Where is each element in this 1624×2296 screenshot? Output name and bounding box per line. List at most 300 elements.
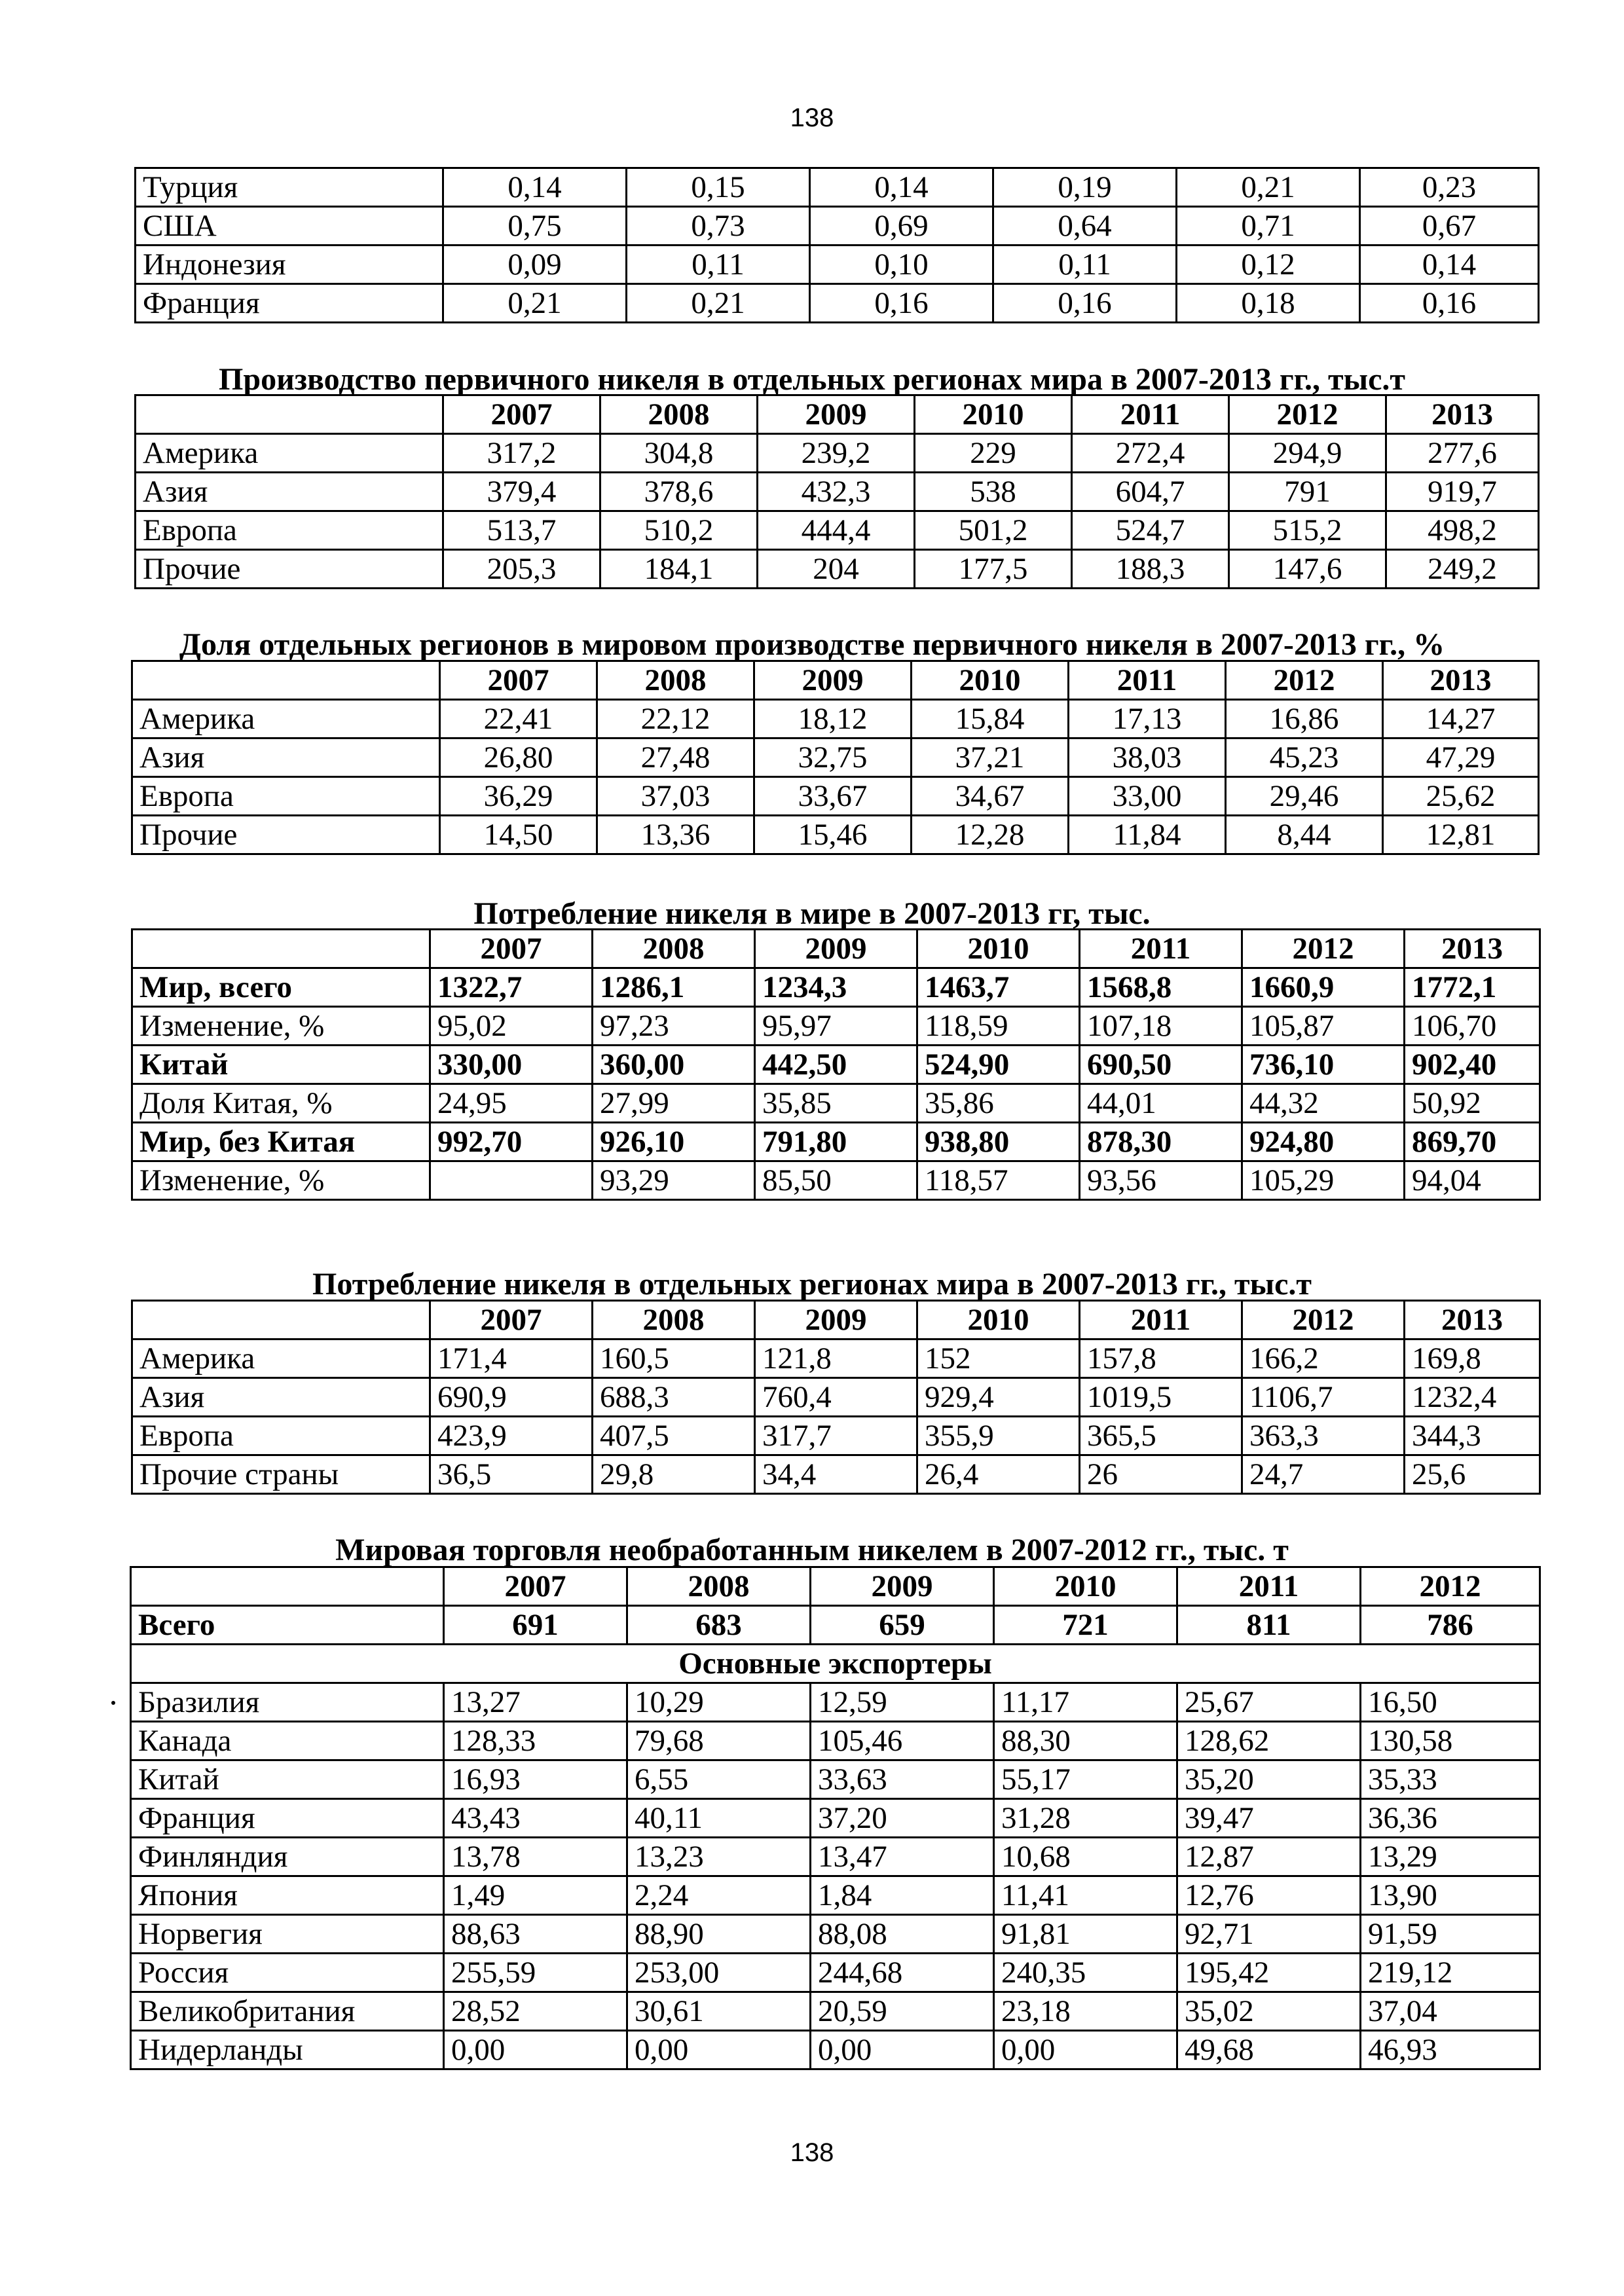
value-cell: 27,48 xyxy=(597,738,754,777)
header-corner-cell xyxy=(132,930,430,968)
row-label: Азия xyxy=(132,738,440,777)
value-cell: 360,00 xyxy=(593,1046,755,1084)
value-cell: 10,29 xyxy=(627,1683,811,1722)
value-cell: 423,9 xyxy=(430,1417,593,1455)
row-label: США xyxy=(136,207,443,246)
year-header: 2010 xyxy=(994,1567,1177,1606)
value-cell: 105,46 xyxy=(811,1722,994,1760)
value-cell: 97,23 xyxy=(593,1007,755,1046)
value-cell: 0,09 xyxy=(443,246,627,284)
value-cell: 39,47 xyxy=(1177,1799,1361,1838)
header-row xyxy=(132,661,1539,700)
row-label: Россия xyxy=(131,1954,444,1992)
value-cell: 363,3 xyxy=(1242,1417,1405,1455)
value-cell: 184,1 xyxy=(600,550,758,589)
row-label: Доля Китая, % xyxy=(132,1084,430,1123)
value-cell: 12,28 xyxy=(912,816,1069,854)
header-row xyxy=(131,1567,1540,1606)
value-cell: 0,14 xyxy=(810,168,993,207)
value-cell: 690,50 xyxy=(1080,1046,1242,1084)
row-label: Америка xyxy=(136,434,443,473)
year-header: 2012 xyxy=(1229,395,1386,434)
row-label: Финляндия xyxy=(131,1838,444,1876)
value-cell: 36,36 xyxy=(1361,1799,1540,1838)
value-cell: 25,62 xyxy=(1383,777,1539,816)
value-cell: 2,24 xyxy=(627,1876,811,1915)
year-header: 2009 xyxy=(811,1567,994,1606)
table-row xyxy=(136,207,1539,246)
header-corner-cell xyxy=(132,661,440,700)
table-row xyxy=(132,968,1540,1007)
value-cell: 12,87 xyxy=(1177,1838,1361,1876)
header-corner-cell xyxy=(131,1567,444,1606)
value-cell: 1106,7 xyxy=(1242,1378,1405,1417)
value-cell: 88,30 xyxy=(994,1722,1177,1760)
year-header: 2008 xyxy=(627,1567,811,1606)
row-label: Прочие xyxy=(132,816,440,854)
value-cell: 118,57 xyxy=(917,1161,1080,1200)
value-cell: 107,18 xyxy=(1080,1007,1242,1046)
value-cell: 33,63 xyxy=(811,1760,994,1799)
header-corner-cell xyxy=(132,1301,430,1339)
value-cell: 0,73 xyxy=(627,207,810,246)
value-cell: 195,42 xyxy=(1177,1954,1361,1992)
value-cell: 106,70 xyxy=(1405,1007,1540,1046)
value-cell: 8,44 xyxy=(1226,816,1383,854)
value-cell: 10,68 xyxy=(994,1838,1177,1876)
value-cell: 20,59 xyxy=(811,1992,994,2031)
row-label: Изменение, % xyxy=(132,1161,430,1200)
row-label: Бразилия xyxy=(131,1683,444,1722)
value-cell: 92,71 xyxy=(1177,1915,1361,1954)
value-cell: 0,00 xyxy=(444,2031,627,2069)
table-row xyxy=(132,1417,1540,1455)
value-cell: 524,7 xyxy=(1072,511,1229,550)
value-cell: 18,12 xyxy=(754,700,912,738)
value-cell: 1463,7 xyxy=(917,968,1080,1007)
value-cell: 38,03 xyxy=(1069,738,1226,777)
row-label: Франция xyxy=(131,1799,444,1838)
table-row xyxy=(132,1339,1540,1378)
value-cell: 29,8 xyxy=(593,1455,755,1494)
value-cell: 24,7 xyxy=(1242,1455,1405,1494)
table-row xyxy=(131,1992,1540,2031)
row-label: Европа xyxy=(136,511,443,550)
value-cell: 13,36 xyxy=(597,816,754,854)
value-cell: 0,10 xyxy=(810,246,993,284)
value-cell: 47,29 xyxy=(1383,738,1539,777)
row-label: Япония xyxy=(131,1876,444,1915)
table-row xyxy=(131,2031,1540,2069)
row-label: Канада xyxy=(131,1722,444,1760)
table-row xyxy=(131,1799,1540,1838)
value-cell: 1234,3 xyxy=(755,968,917,1007)
value-cell: 130,58 xyxy=(1361,1722,1540,1760)
value-cell: 0,00 xyxy=(811,2031,994,2069)
year-header: 2008 xyxy=(600,395,758,434)
value-cell: 30,61 xyxy=(627,1992,811,2031)
value-cell: 513,7 xyxy=(443,511,600,550)
value-cell: 43,43 xyxy=(444,1799,627,1838)
value-cell: 49,68 xyxy=(1177,2031,1361,2069)
value-cell: 79,68 xyxy=(627,1722,811,1760)
total-row xyxy=(131,1606,1540,1645)
value-cell: 659 xyxy=(811,1606,994,1645)
row-label: Америка xyxy=(132,1339,430,1378)
row-label: Мир, всего xyxy=(132,968,430,1007)
value-cell: 1568,8 xyxy=(1080,968,1242,1007)
value-cell: 17,13 xyxy=(1069,700,1226,738)
year-header: 2008 xyxy=(593,1301,755,1339)
value-cell: 6,55 xyxy=(627,1760,811,1799)
value-cell: 515,2 xyxy=(1229,511,1386,550)
value-cell: 160,5 xyxy=(593,1339,755,1378)
value-cell: 691 xyxy=(444,1606,627,1645)
value-cell: 294,9 xyxy=(1229,434,1386,473)
row-label: Всего xyxy=(131,1606,444,1645)
value-cell: 22,41 xyxy=(440,700,597,738)
row-label: Азия xyxy=(136,473,443,511)
header-row xyxy=(136,395,1539,434)
value-cell: 37,03 xyxy=(597,777,754,816)
value-cell: 37,21 xyxy=(912,738,1069,777)
value-cell: 786 xyxy=(1361,1606,1540,1645)
table-row xyxy=(136,550,1539,589)
value-cell: 869,70 xyxy=(1405,1123,1540,1161)
value-cell: 355,9 xyxy=(917,1417,1080,1455)
value-cell: 26,80 xyxy=(440,738,597,777)
table-row xyxy=(132,1046,1540,1084)
table-row xyxy=(132,816,1539,854)
value-cell: 244,68 xyxy=(811,1954,994,1992)
value-cell: 33,00 xyxy=(1069,777,1226,816)
value-cell: 34,67 xyxy=(912,777,1069,816)
year-header: 2012 xyxy=(1242,1301,1405,1339)
value-cell: 93,29 xyxy=(593,1161,755,1200)
value-cell: 15,84 xyxy=(912,700,1069,738)
value-cell: 0,11 xyxy=(627,246,810,284)
year-header: 2007 xyxy=(430,930,593,968)
value-cell: 26,4 xyxy=(917,1455,1080,1494)
table-row xyxy=(131,1838,1540,1876)
value-cell: 304,8 xyxy=(600,434,758,473)
year-header: 2009 xyxy=(754,661,912,700)
table-row xyxy=(131,1683,1540,1722)
year-header: 2013 xyxy=(1405,930,1540,968)
value-cell: 16,50 xyxy=(1361,1683,1540,1722)
value-cell: 688,3 xyxy=(593,1378,755,1417)
value-cell: 253,00 xyxy=(627,1954,811,1992)
table-row xyxy=(132,1007,1540,1046)
value-cell: 22,12 xyxy=(597,700,754,738)
value-cell: 26 xyxy=(1080,1455,1242,1494)
value-cell: 760,4 xyxy=(755,1378,917,1417)
value-cell: 690,9 xyxy=(430,1378,593,1417)
value-cell: 36,29 xyxy=(440,777,597,816)
year-header: 2011 xyxy=(1080,930,1242,968)
value-cell: 538 xyxy=(915,473,1072,511)
year-header: 2012 xyxy=(1226,661,1383,700)
row-label: Прочие страны xyxy=(132,1455,430,1494)
value-cell: 37,04 xyxy=(1361,1992,1540,2031)
value-cell: 791,80 xyxy=(755,1123,917,1161)
value-cell: 330,00 xyxy=(430,1046,593,1084)
value-cell: 35,20 xyxy=(1177,1760,1361,1799)
year-header: 2012 xyxy=(1361,1567,1540,1606)
value-cell: 16,86 xyxy=(1226,700,1383,738)
year-header: 2010 xyxy=(917,1301,1080,1339)
value-cell: 91,59 xyxy=(1361,1915,1540,1954)
value-cell: 0,75 xyxy=(443,207,627,246)
value-cell: 229 xyxy=(915,434,1072,473)
value-cell: 23,18 xyxy=(994,1992,1177,2031)
value-cell: 13,78 xyxy=(444,1838,627,1876)
value-cell: 25,6 xyxy=(1405,1455,1540,1494)
value-cell: 44,32 xyxy=(1242,1084,1405,1123)
value-cell: 992,70 xyxy=(430,1123,593,1161)
table-row xyxy=(132,1161,1540,1200)
value-cell: 0,16 xyxy=(1360,284,1539,323)
value-cell: 498,2 xyxy=(1386,511,1539,550)
value-cell: 88,08 xyxy=(811,1915,994,1954)
header-row xyxy=(132,1301,1540,1339)
year-header: 2008 xyxy=(593,930,755,968)
value-cell: 91,81 xyxy=(994,1915,1177,1954)
value-cell: 240,35 xyxy=(994,1954,1177,1992)
stray-mark xyxy=(111,1701,115,1705)
value-cell: 524,90 xyxy=(917,1046,1080,1084)
table-regional-share xyxy=(131,660,1540,855)
row-label: Изменение, % xyxy=(132,1007,430,1046)
row-label: Европа xyxy=(132,1417,430,1455)
value-cell: 55,17 xyxy=(994,1760,1177,1799)
value-cell: 1,84 xyxy=(811,1876,994,1915)
value-cell: 0,23 xyxy=(1360,168,1539,207)
value-cell: 0,00 xyxy=(627,2031,811,2069)
value-cell: 0,15 xyxy=(627,168,810,207)
table-row xyxy=(131,1876,1540,1915)
value-cell: 791 xyxy=(1229,473,1386,511)
year-header: 2007 xyxy=(444,1567,627,1606)
row-label: Мир, без Китая xyxy=(132,1123,430,1161)
table-raw-nickel-trade xyxy=(130,1566,1541,2070)
value-cell: 811 xyxy=(1177,1606,1361,1645)
row-label: Азия xyxy=(132,1378,430,1417)
table-row xyxy=(132,738,1539,777)
value-cell: 121,8 xyxy=(755,1339,917,1378)
value-cell: 118,59 xyxy=(917,1007,1080,1046)
value-cell: 317,7 xyxy=(755,1417,917,1455)
row-label: Нидерланды xyxy=(131,2031,444,2069)
value-cell: 166,2 xyxy=(1242,1339,1405,1378)
value-cell: 13,27 xyxy=(444,1683,627,1722)
value-cell: 0,11 xyxy=(993,246,1177,284)
year-header: 2009 xyxy=(755,1301,917,1339)
row-label: Европа xyxy=(132,777,440,816)
value-cell: 432,3 xyxy=(758,473,915,511)
value-cell: 277,6 xyxy=(1386,434,1539,473)
table-row xyxy=(136,168,1539,207)
value-cell: 249,2 xyxy=(1386,550,1539,589)
year-header: 2011 xyxy=(1080,1301,1242,1339)
value-cell: 35,02 xyxy=(1177,1992,1361,2031)
table-row xyxy=(136,511,1539,550)
value-cell: 29,46 xyxy=(1226,777,1383,816)
value-cell: 444,4 xyxy=(758,511,915,550)
value-cell: 407,5 xyxy=(593,1417,755,1455)
value-cell: 94,04 xyxy=(1405,1161,1540,1200)
table-row xyxy=(136,473,1539,511)
header-row xyxy=(132,930,1540,968)
value-cell: 33,67 xyxy=(754,777,912,816)
value-cell: 0,71 xyxy=(1177,207,1360,246)
value-cell: 239,2 xyxy=(758,434,915,473)
value-cell: 683 xyxy=(627,1606,811,1645)
value-cell: 16,93 xyxy=(444,1760,627,1799)
value-cell: 13,23 xyxy=(627,1838,811,1876)
table-world-consumption xyxy=(131,928,1541,1201)
value-cell: 0,12 xyxy=(1177,246,1360,284)
value-cell: 1232,4 xyxy=(1405,1378,1540,1417)
value-cell: 0,16 xyxy=(993,284,1177,323)
year-header: 2013 xyxy=(1383,661,1539,700)
value-cell: 11,84 xyxy=(1069,816,1226,854)
year-header: 2013 xyxy=(1386,395,1539,434)
value-cell: 929,4 xyxy=(917,1378,1080,1417)
value-cell: 32,75 xyxy=(754,738,912,777)
value-cell: 344,3 xyxy=(1405,1417,1540,1455)
value-cell: 0,19 xyxy=(993,168,1177,207)
table-row xyxy=(131,1722,1540,1760)
table-row xyxy=(132,700,1539,738)
value-cell: 157,8 xyxy=(1080,1339,1242,1378)
value-cell: 25,67 xyxy=(1177,1683,1361,1722)
value-cell: 105,29 xyxy=(1242,1161,1405,1200)
year-header: 2007 xyxy=(443,395,600,434)
value-cell: 85,50 xyxy=(755,1161,917,1200)
table-continuation xyxy=(134,167,1540,323)
year-header: 2010 xyxy=(915,395,1072,434)
value-cell: 95,02 xyxy=(430,1007,593,1046)
row-label: Китай xyxy=(132,1046,430,1084)
value-cell: 317,2 xyxy=(443,434,600,473)
value-cell: 95,97 xyxy=(755,1007,917,1046)
value-cell: 35,86 xyxy=(917,1084,1080,1123)
value-cell: 12,76 xyxy=(1177,1876,1361,1915)
value-cell: 27,99 xyxy=(593,1084,755,1123)
value-cell: 272,4 xyxy=(1072,434,1229,473)
table-row xyxy=(132,1378,1540,1417)
value-cell: 188,3 xyxy=(1072,550,1229,589)
value-cell: 13,47 xyxy=(811,1838,994,1876)
year-header: 2009 xyxy=(755,930,917,968)
value-cell: 36,5 xyxy=(430,1455,593,1494)
year-header: 2011 xyxy=(1072,395,1229,434)
value-cell: 88,63 xyxy=(444,1915,627,1954)
value-cell: 736,10 xyxy=(1242,1046,1405,1084)
value-cell: 1019,5 xyxy=(1080,1378,1242,1417)
value-cell: 442,50 xyxy=(755,1046,917,1084)
value-cell: 128,33 xyxy=(444,1722,627,1760)
value-cell: 13,90 xyxy=(1361,1876,1540,1915)
value-cell: 13,29 xyxy=(1361,1838,1540,1876)
value-cell: 128,62 xyxy=(1177,1722,1361,1760)
value-cell: 105,87 xyxy=(1242,1007,1405,1046)
value-cell: 1286,1 xyxy=(593,968,755,1007)
value-cell: 11,17 xyxy=(994,1683,1177,1722)
row-label: Франция xyxy=(136,284,443,323)
table-row xyxy=(131,1954,1540,1992)
value-cell: 0,21 xyxy=(443,284,627,323)
value-cell: 14,50 xyxy=(440,816,597,854)
year-header: 2008 xyxy=(597,661,754,700)
table-row xyxy=(136,284,1539,323)
value-cell: 28,52 xyxy=(444,1992,627,2031)
value-cell: 926,10 xyxy=(593,1123,755,1161)
value-cell: 721 xyxy=(994,1606,1177,1645)
value-cell: 35,33 xyxy=(1361,1760,1540,1799)
page-number-top: 138 xyxy=(790,103,834,132)
table-primary-nickel-production xyxy=(134,394,1540,589)
value-cell: 0,67 xyxy=(1360,207,1539,246)
value-cell: 0,69 xyxy=(810,207,993,246)
year-header: 2007 xyxy=(430,1301,593,1339)
table-row xyxy=(132,777,1539,816)
table-row xyxy=(132,1084,1540,1123)
row-label: Прочие xyxy=(136,550,443,589)
value-cell: 45,23 xyxy=(1226,738,1383,777)
value-cell: 501,2 xyxy=(915,511,1072,550)
value-cell: 147,6 xyxy=(1229,550,1386,589)
value-cell: 0,16 xyxy=(810,284,993,323)
section-heading: Основные экспортеры xyxy=(131,1645,1540,1683)
year-header: 2013 xyxy=(1405,1301,1540,1339)
value-cell: 152 xyxy=(917,1339,1080,1378)
value-cell: 0,21 xyxy=(627,284,810,323)
value-cell: 0,14 xyxy=(443,168,627,207)
value-cell: 902,40 xyxy=(1405,1046,1540,1084)
row-label: Америка xyxy=(132,700,440,738)
value-cell: 219,12 xyxy=(1361,1954,1540,1992)
value-cell: 46,93 xyxy=(1361,2031,1540,2069)
value-cell: 44,01 xyxy=(1080,1084,1242,1123)
value-cell: 24,95 xyxy=(430,1084,593,1123)
table-row xyxy=(131,1760,1540,1799)
value-cell: 604,7 xyxy=(1072,473,1229,511)
year-header: 2011 xyxy=(1069,661,1226,700)
table-row xyxy=(136,246,1539,284)
value-cell: 0,21 xyxy=(1177,168,1360,207)
value-cell: 938,80 xyxy=(917,1123,1080,1161)
value-cell: 88,90 xyxy=(627,1915,811,1954)
value-cell: 14,27 xyxy=(1383,700,1539,738)
value-cell: 1660,9 xyxy=(1242,968,1405,1007)
value-cell: 15,46 xyxy=(754,816,912,854)
value-cell: 1772,1 xyxy=(1405,968,1540,1007)
row-label: Турция xyxy=(136,168,443,207)
title-world-consumption: Потребление никеля в мире в 2007-2013 гг, тыс. xyxy=(473,896,1151,931)
year-header: 2011 xyxy=(1177,1567,1361,1606)
table-row xyxy=(131,1915,1540,1954)
year-header: 2010 xyxy=(912,661,1069,700)
value-cell: 379,4 xyxy=(443,473,600,511)
table-row xyxy=(132,1455,1540,1494)
value-cell: 37,20 xyxy=(811,1799,994,1838)
year-header: 2010 xyxy=(917,930,1080,968)
value-cell: 169,8 xyxy=(1405,1339,1540,1378)
row-label: Великобритания xyxy=(131,1992,444,2031)
page-number-bottom: 138 xyxy=(790,2138,834,2167)
